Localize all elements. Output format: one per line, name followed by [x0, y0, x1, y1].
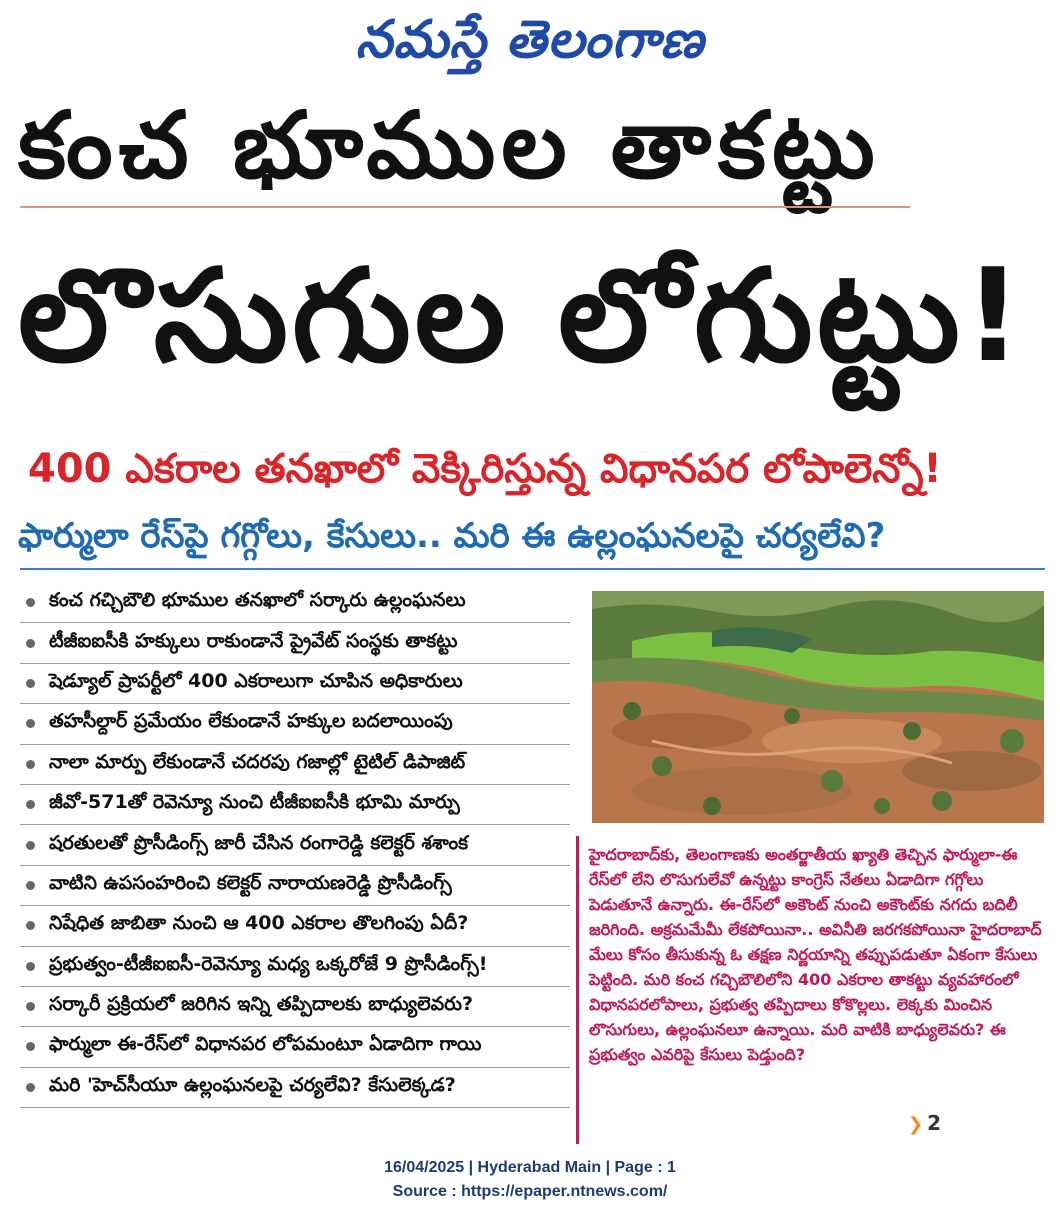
bullet-icon [26, 760, 35, 769]
bullet-icon [26, 881, 35, 890]
bullet-icon [26, 639, 35, 648]
continued-page-link[interactable] [908, 1108, 948, 1138]
bullet-list [20, 583, 570, 1108]
photo-caption [576, 836, 1050, 1144]
headline-divider [20, 206, 910, 208]
land-aerial-photo [592, 591, 1044, 823]
chevron-right-icon: ❯ [908, 1114, 924, 1135]
list-item [20, 623, 570, 663]
list-item-text: నాలా మార్పు లేకుండానే చదరపు గజాల్లో టైటిల్ డిపాజిట్ [49, 750, 466, 773]
list-item [20, 583, 570, 623]
continued-page-number: 2 [927, 1111, 942, 1135]
list-item [20, 1027, 570, 1067]
list-item [20, 1068, 570, 1108]
subheadline-divider [20, 568, 1045, 570]
bullet-icon [26, 962, 35, 971]
bullet-icon [26, 679, 35, 688]
bullet-icon [26, 719, 35, 728]
list-item [20, 866, 570, 906]
masthead-logo: నమస్తే తెలంగాణ [355, 9, 705, 70]
subheadline-red: 400 ఎకరాల తనఖాలో వెక్కిరిస్తున్న విధానపర లోపాలెన్నో! [28, 446, 942, 492]
list-item [20, 745, 570, 785]
list-item [20, 785, 570, 825]
footer-source-link[interactable]: Source : https://epaper.ntnews.com/ [392, 1183, 668, 1200]
list-item-text: వాటిని ఉపసంహరించి కలెక్టర్ నారాయణరెడ్డి ప్రొసీడింగ్స్ [49, 871, 452, 894]
bullet-icon [26, 921, 35, 930]
headline-line-2: లొసుగుల లోగుట్టు! [18, 242, 1027, 391]
bullet-icon [26, 800, 35, 809]
subheadline-blue: ఫార్ములా రేస్‌పై గగ్గోలు, కేసులు.. మరి ఈ ఉల్లంఘనలపై చర్యలేవి? [18, 516, 886, 556]
bullet-icon [26, 1002, 35, 1011]
list-item [20, 987, 570, 1027]
page-footer [0, 1156, 1060, 1204]
bullet-icon [26, 1042, 35, 1051]
list-item-text: టీజీఐఐసీకి హక్కులు రాకుండానే ప్రైవేట్ సంస్థకు తాకట్టు [49, 629, 458, 652]
list-item-text: జీవో-571తో రెవెన్యూ నుంచి టీజీఐఐసీకి భూమి మార్పు [49, 791, 460, 814]
list-item [20, 906, 570, 946]
list-item-text: తహసీల్దార్ ప్రమేయం లేకుండానే హక్కుల బదలాయింపు [49, 710, 453, 733]
list-item-text: కంచ గచ్చిబౌలి భూముల తనఖాలో సర్కారు ఉల్లంఘనలు [49, 589, 466, 612]
list-item [20, 704, 570, 744]
list-item-text: సర్కారీ ప్రక్రియలో జరిగిన ఇన్ని తప్పిదాలకు బాధ్యులెవరు? [49, 993, 474, 1016]
list-item [20, 825, 570, 865]
bullet-icon [26, 1083, 35, 1092]
bullet-icon [26, 598, 35, 607]
bullet-icon [26, 841, 35, 850]
headline-line-1: కంచ భూముల తాకట్టు [18, 92, 881, 199]
footer-edition-info: 16/04/2025 | Hyderabad Main | Page : 1 [384, 1159, 676, 1176]
list-item [20, 947, 570, 987]
list-item-text: మరి 'హెచ్‌సీయూ ఉల్లంఘనలపై చర్యలేవి? కేసులెక్కడ? [49, 1073, 456, 1096]
list-item [20, 664, 570, 704]
list-item-text: నిషేధిత జాబితా నుంచి ఆ 400 ఎకరాల తొలగింపు ఏదీ? [49, 912, 469, 935]
list-item-text: ఫార్ములా ఈ-రేస్‌లో విధానపర లోపమంటూ ఏడాదిగా గాయి [49, 1033, 482, 1056]
list-item-text: షెడ్యూల్ ప్రాపర్టీలో 400 ఎకరాలుగా చూపిన అధికారులు [49, 669, 463, 692]
list-item-text: ప్రభుత్వం-టీజీఐఐసీ-రెవెన్యూ మధ్య ఒక్కరోజే 9 ప్రొసీడింగ్స్! [49, 952, 488, 975]
caption-text: హైదరాబాద్‌కు, తెలంగాణకు అంతర్జాతీయ ఖ్యాతి తెచ్చిన ఫార్ములా-ఈ రేస్‌లో లేని లొసుగులేవో ఉన్నట్టు కాంగ్రెస్ నేతలు ఏడాదిగా గగ్గోలు పెడుతూనే ఉన్నారు. ఈ-రేస్‌లో అకౌంట్ నుంచి అకౌంట్‌కు నగదు బదిలీ జరిగింది. అక్రమమేమీ లేకపోయినా.. అవినీతి జరగకపోయినా హైదరాబాద్ మేలు కోసం తీసుకున్న ఓ తక్షణ నిర్ణయాన్ని తప్పుపడుతూ ఏకంగా కేసులు పెట్టింది. మరి కంచ గచ్చిబౌలిలోని 400 ఎకరాల తాకట్టు వ్యవహారంలో విధానపరలోపాలు, ప్రభుత్వ తప్పిదాలు కోకొల్లలు. లెక్కకు మించిన లొసుగులు, ఉల్లంఘనలూ ఉన్నాయి. మరి వాటికి బాధ్యులెవరు? ఈ ప్రభుత్వం ఎవరిపై కేసులు పెడ్తుంది? [589, 845, 1042, 1064]
list-item-text: షరతులతో ప్రొసీడింగ్స్ జారీ చేసిన రంగారెడ్డి కలెక్టర్ శశాంక [49, 831, 469, 854]
